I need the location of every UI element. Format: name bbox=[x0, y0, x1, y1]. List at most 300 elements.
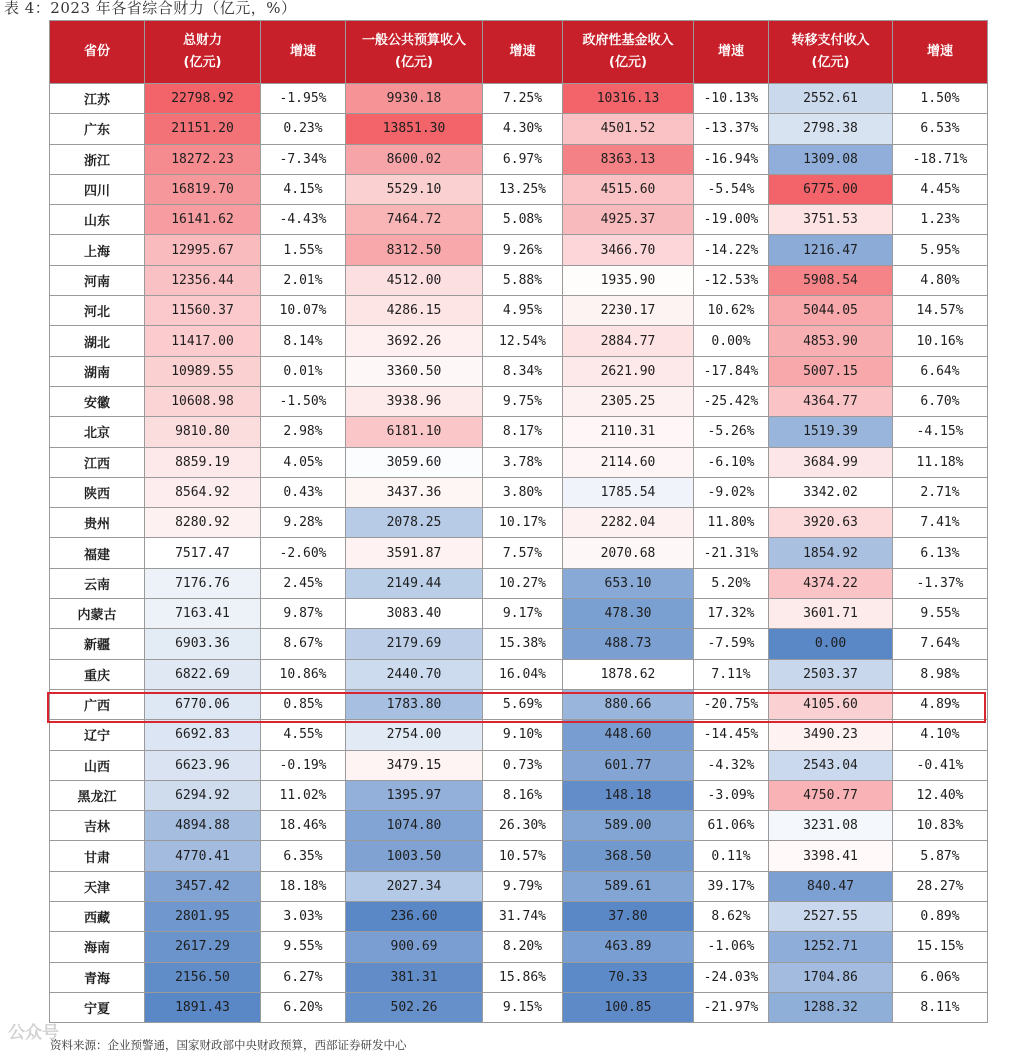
cell-total: 2156.50 bbox=[145, 962, 261, 992]
cell-transfer: 3342.02 bbox=[769, 477, 893, 507]
cell-transfer: 2543.04 bbox=[769, 750, 893, 780]
cell-transfer-growth: 4.10% bbox=[893, 720, 988, 750]
table-row bbox=[50, 902, 988, 932]
cell-general-growth: 10.57% bbox=[483, 841, 563, 871]
cell-fund-growth: 5.20% bbox=[694, 568, 769, 598]
cell-fund-growth: 7.11% bbox=[694, 659, 769, 689]
cell-total: 16819.70 bbox=[145, 174, 261, 204]
cell-total: 10989.55 bbox=[145, 356, 261, 386]
cell-province: 宁夏 bbox=[50, 992, 145, 1022]
cell-general-growth: 5.69% bbox=[483, 689, 563, 719]
cell-general-budget: 4286.15 bbox=[346, 296, 483, 326]
cell-fund-growth: 17.32% bbox=[694, 599, 769, 629]
table-row bbox=[50, 962, 988, 992]
cell-fund-growth: -21.31% bbox=[694, 538, 769, 568]
cell-fund: 1785.54 bbox=[563, 477, 694, 507]
cell-total: 10608.98 bbox=[145, 386, 261, 416]
cell-general-budget: 13851.30 bbox=[346, 114, 483, 144]
cell-fund-growth: 0.11% bbox=[694, 841, 769, 871]
cell-general-budget: 381.31 bbox=[346, 962, 483, 992]
cell-general-growth: 13.25% bbox=[483, 174, 563, 204]
cell-transfer-growth: 8.98% bbox=[893, 659, 988, 689]
cell-general-growth: 31.74% bbox=[483, 902, 563, 932]
cell-total-growth: 10.07% bbox=[261, 296, 346, 326]
cell-general-growth: 8.16% bbox=[483, 780, 563, 810]
cell-province: 上海 bbox=[50, 235, 145, 265]
cell-total: 12995.67 bbox=[145, 235, 261, 265]
cell-total-growth: 6.20% bbox=[261, 992, 346, 1022]
header-general-budget: 一般公共预算收入 (亿元) bbox=[346, 21, 483, 84]
cell-province: 山东 bbox=[50, 205, 145, 235]
cell-province: 甘肃 bbox=[50, 841, 145, 871]
cell-province: 北京 bbox=[50, 417, 145, 447]
cell-fund-growth: -5.26% bbox=[694, 417, 769, 447]
cell-fund-growth: -21.97% bbox=[694, 992, 769, 1022]
cell-transfer: 1704.86 bbox=[769, 962, 893, 992]
cell-fund-growth: -17.84% bbox=[694, 356, 769, 386]
table-row bbox=[50, 599, 988, 629]
cell-total: 3457.42 bbox=[145, 871, 261, 901]
cell-transfer-growth: 7.64% bbox=[893, 629, 988, 659]
cell-transfer-growth: -0.41% bbox=[893, 750, 988, 780]
cell-total-growth: -7.34% bbox=[261, 144, 346, 174]
cell-general-growth: 7.57% bbox=[483, 538, 563, 568]
cell-transfer: 1216.47 bbox=[769, 235, 893, 265]
cell-fund-growth: -16.94% bbox=[694, 144, 769, 174]
cell-fund-growth: -19.00% bbox=[694, 205, 769, 235]
cell-fund: 10316.13 bbox=[563, 84, 694, 114]
cell-transfer-growth: 10.16% bbox=[893, 326, 988, 356]
cell-general-budget: 1395.97 bbox=[346, 780, 483, 810]
header-general-growth: 增速 bbox=[483, 21, 563, 84]
cell-fund: 880.66 bbox=[563, 689, 694, 719]
cell-total-growth: 18.46% bbox=[261, 811, 346, 841]
cell-transfer-growth: 6.53% bbox=[893, 114, 988, 144]
cell-fund: 2621.90 bbox=[563, 356, 694, 386]
cell-general-budget: 7464.72 bbox=[346, 205, 483, 235]
table-row bbox=[50, 538, 988, 568]
cell-transfer-growth: 6.70% bbox=[893, 386, 988, 416]
cell-total-growth: 2.01% bbox=[261, 265, 346, 295]
cell-province: 陕西 bbox=[50, 477, 145, 507]
cell-transfer-growth: 5.87% bbox=[893, 841, 988, 871]
table-row bbox=[50, 811, 988, 841]
cell-fund-growth: -24.03% bbox=[694, 962, 769, 992]
cell-transfer: 5044.05 bbox=[769, 296, 893, 326]
cell-general-growth: 10.27% bbox=[483, 568, 563, 598]
cell-fund-growth: 11.80% bbox=[694, 508, 769, 538]
cell-general-growth: 3.78% bbox=[483, 447, 563, 477]
cell-transfer-growth: 11.18% bbox=[893, 447, 988, 477]
table-row bbox=[50, 417, 988, 447]
table-row bbox=[50, 235, 988, 265]
cell-transfer-growth: 8.11% bbox=[893, 992, 988, 1022]
cell-transfer: 1854.92 bbox=[769, 538, 893, 568]
cell-total: 8564.92 bbox=[145, 477, 261, 507]
cell-fund-growth: -6.10% bbox=[694, 447, 769, 477]
cell-fund-growth: -20.75% bbox=[694, 689, 769, 719]
cell-general-budget: 1003.50 bbox=[346, 841, 483, 871]
cell-province: 河北 bbox=[50, 296, 145, 326]
cell-total: 21151.20 bbox=[145, 114, 261, 144]
cell-fund: 2305.25 bbox=[563, 386, 694, 416]
cell-total-growth: 4.15% bbox=[261, 174, 346, 204]
cell-transfer-growth: -1.37% bbox=[893, 568, 988, 598]
header-transfer: 转移支付收入 (亿元) bbox=[769, 21, 893, 84]
cell-general-budget: 3591.87 bbox=[346, 538, 483, 568]
cell-fund-growth: -3.09% bbox=[694, 780, 769, 810]
cell-transfer: 1252.71 bbox=[769, 932, 893, 962]
table-row bbox=[50, 720, 988, 750]
table-row bbox=[50, 508, 988, 538]
cell-transfer: 5908.54 bbox=[769, 265, 893, 295]
cell-fund: 2884.77 bbox=[563, 326, 694, 356]
cell-total: 4894.88 bbox=[145, 811, 261, 841]
cell-province: 广东 bbox=[50, 114, 145, 144]
cell-general-growth: 15.38% bbox=[483, 629, 563, 659]
cell-total-growth: 18.18% bbox=[261, 871, 346, 901]
table-title: 表 4：2023 年各省综合财力（亿元，%） bbox=[4, 0, 297, 17]
cell-transfer: 4750.77 bbox=[769, 780, 893, 810]
cell-fund: 653.10 bbox=[563, 568, 694, 598]
cell-total-growth: -2.60% bbox=[261, 538, 346, 568]
cell-total: 18272.23 bbox=[145, 144, 261, 174]
cell-fund-growth: 61.06% bbox=[694, 811, 769, 841]
header-fund-growth: 增速 bbox=[694, 21, 769, 84]
cell-fund: 448.60 bbox=[563, 720, 694, 750]
cell-general-growth: 8.34% bbox=[483, 356, 563, 386]
cell-fund: 2230.17 bbox=[563, 296, 694, 326]
cell-transfer: 4364.77 bbox=[769, 386, 893, 416]
cell-fund-growth: -4.32% bbox=[694, 750, 769, 780]
table-row bbox=[50, 265, 988, 295]
cell-transfer: 1288.32 bbox=[769, 992, 893, 1022]
cell-fund: 1935.90 bbox=[563, 265, 694, 295]
cell-transfer-growth: -4.15% bbox=[893, 417, 988, 447]
cell-general-budget: 8312.50 bbox=[346, 235, 483, 265]
cell-general-budget: 3479.15 bbox=[346, 750, 483, 780]
cell-province: 重庆 bbox=[50, 659, 145, 689]
cell-general-growth: 9.15% bbox=[483, 992, 563, 1022]
cell-province: 西藏 bbox=[50, 902, 145, 932]
cell-fund: 478.30 bbox=[563, 599, 694, 629]
cell-province: 青海 bbox=[50, 962, 145, 992]
cell-total-growth: -1.95% bbox=[261, 84, 346, 114]
cell-general-growth: 8.17% bbox=[483, 417, 563, 447]
cell-fund: 2282.04 bbox=[563, 508, 694, 538]
cell-total-growth: 0.01% bbox=[261, 356, 346, 386]
cell-province: 云南 bbox=[50, 568, 145, 598]
cell-total-growth: 8.14% bbox=[261, 326, 346, 356]
cell-general-budget: 1783.80 bbox=[346, 689, 483, 719]
table-row bbox=[50, 629, 988, 659]
cell-general-budget: 5529.10 bbox=[346, 174, 483, 204]
cell-general-growth: 0.73% bbox=[483, 750, 563, 780]
cell-general-budget: 3059.60 bbox=[346, 447, 483, 477]
cell-fund: 37.80 bbox=[563, 902, 694, 932]
cell-general-budget: 2149.44 bbox=[346, 568, 483, 598]
cell-fund-growth: 8.62% bbox=[694, 902, 769, 932]
cell-transfer-growth: 6.13% bbox=[893, 538, 988, 568]
cell-transfer: 3684.99 bbox=[769, 447, 893, 477]
cell-transfer-growth: 4.80% bbox=[893, 265, 988, 295]
cell-general-growth: 9.17% bbox=[483, 599, 563, 629]
cell-transfer: 4853.90 bbox=[769, 326, 893, 356]
cell-total-growth: 10.86% bbox=[261, 659, 346, 689]
cell-general-budget: 4512.00 bbox=[346, 265, 483, 295]
cell-general-growth: 5.88% bbox=[483, 265, 563, 295]
cell-transfer-growth: 14.57% bbox=[893, 296, 988, 326]
table-row bbox=[50, 780, 988, 810]
cell-total: 8859.19 bbox=[145, 447, 261, 477]
table-row bbox=[50, 871, 988, 901]
cell-transfer: 6775.00 bbox=[769, 174, 893, 204]
cell-general-budget: 1074.80 bbox=[346, 811, 483, 841]
cell-province: 广西 bbox=[50, 689, 145, 719]
header-total: 总财力 (亿元) bbox=[145, 21, 261, 84]
table-row bbox=[50, 296, 988, 326]
cell-total-growth: -0.19% bbox=[261, 750, 346, 780]
cell-total-growth: 6.35% bbox=[261, 841, 346, 871]
cell-total-growth: 4.05% bbox=[261, 447, 346, 477]
cell-province: 山西 bbox=[50, 750, 145, 780]
cell-general-budget: 2078.25 bbox=[346, 508, 483, 538]
cell-general-growth: 4.30% bbox=[483, 114, 563, 144]
cell-transfer-growth: 4.45% bbox=[893, 174, 988, 204]
cell-province: 河南 bbox=[50, 265, 145, 295]
cell-transfer-growth: 4.89% bbox=[893, 689, 988, 719]
cell-fund-growth: -13.37% bbox=[694, 114, 769, 144]
cell-general-budget: 2179.69 bbox=[346, 629, 483, 659]
cell-province: 辽宁 bbox=[50, 720, 145, 750]
cell-total-growth: -4.43% bbox=[261, 205, 346, 235]
cell-fund-growth: 0.00% bbox=[694, 326, 769, 356]
cell-fund: 2070.68 bbox=[563, 538, 694, 568]
cell-total-growth: 2.98% bbox=[261, 417, 346, 447]
table-row bbox=[50, 356, 988, 386]
cell-fund: 70.33 bbox=[563, 962, 694, 992]
cell-general-growth: 6.97% bbox=[483, 144, 563, 174]
cell-fund: 4925.37 bbox=[563, 205, 694, 235]
cell-transfer-growth: 1.23% bbox=[893, 205, 988, 235]
cell-transfer-growth: 10.83% bbox=[893, 811, 988, 841]
cell-general-growth: 4.95% bbox=[483, 296, 563, 326]
table-row bbox=[50, 114, 988, 144]
cell-general-growth: 12.54% bbox=[483, 326, 563, 356]
cell-fund: 601.77 bbox=[563, 750, 694, 780]
cell-transfer: 3920.63 bbox=[769, 508, 893, 538]
cell-province: 贵州 bbox=[50, 508, 145, 538]
table-row bbox=[50, 326, 988, 356]
cell-general-budget: 2754.00 bbox=[346, 720, 483, 750]
cell-transfer: 3398.41 bbox=[769, 841, 893, 871]
cell-fund: 148.18 bbox=[563, 780, 694, 810]
table-row bbox=[50, 992, 988, 1022]
cell-fund: 368.50 bbox=[563, 841, 694, 871]
cell-fund: 463.89 bbox=[563, 932, 694, 962]
cell-transfer-growth: -18.71% bbox=[893, 144, 988, 174]
cell-province: 湖北 bbox=[50, 326, 145, 356]
cell-transfer: 840.47 bbox=[769, 871, 893, 901]
cell-total: 7163.41 bbox=[145, 599, 261, 629]
cell-fund: 488.73 bbox=[563, 629, 694, 659]
cell-transfer-growth: 15.15% bbox=[893, 932, 988, 962]
cell-total: 8280.92 bbox=[145, 508, 261, 538]
cell-transfer-growth: 5.95% bbox=[893, 235, 988, 265]
cell-transfer: 0.00 bbox=[769, 629, 893, 659]
table-row bbox=[50, 659, 988, 689]
cell-fund: 1878.62 bbox=[563, 659, 694, 689]
cell-fund-growth: -1.06% bbox=[694, 932, 769, 962]
table-row bbox=[50, 477, 988, 507]
cell-fund: 589.61 bbox=[563, 871, 694, 901]
cell-transfer: 1309.08 bbox=[769, 144, 893, 174]
cell-transfer: 2798.38 bbox=[769, 114, 893, 144]
cell-general-budget: 900.69 bbox=[346, 932, 483, 962]
table-row bbox=[50, 386, 988, 416]
cell-total: 4770.41 bbox=[145, 841, 261, 871]
cell-general-budget: 3692.26 bbox=[346, 326, 483, 356]
cell-total-growth: 2.45% bbox=[261, 568, 346, 598]
cell-general-growth: 16.04% bbox=[483, 659, 563, 689]
cell-fund: 2114.60 bbox=[563, 447, 694, 477]
cell-transfer: 2552.61 bbox=[769, 84, 893, 114]
cell-total-growth: 6.27% bbox=[261, 962, 346, 992]
cell-province: 安徽 bbox=[50, 386, 145, 416]
cell-total-growth: 8.67% bbox=[261, 629, 346, 659]
cell-province: 新疆 bbox=[50, 629, 145, 659]
cell-general-budget: 9930.18 bbox=[346, 84, 483, 114]
table-row bbox=[50, 205, 988, 235]
cell-transfer-growth: 7.41% bbox=[893, 508, 988, 538]
cell-general-growth: 10.17% bbox=[483, 508, 563, 538]
cell-general-budget: 2440.70 bbox=[346, 659, 483, 689]
cell-total-growth: 3.03% bbox=[261, 902, 346, 932]
cell-general-growth: 15.86% bbox=[483, 962, 563, 992]
cell-total: 6770.06 bbox=[145, 689, 261, 719]
cell-total: 2617.29 bbox=[145, 932, 261, 962]
cell-general-budget: 3360.50 bbox=[346, 356, 483, 386]
table-row bbox=[50, 750, 988, 780]
cell-fund: 100.85 bbox=[563, 992, 694, 1022]
cell-total: 6822.69 bbox=[145, 659, 261, 689]
cell-transfer: 2527.55 bbox=[769, 902, 893, 932]
cell-transfer: 4105.60 bbox=[769, 689, 893, 719]
cell-transfer: 2503.37 bbox=[769, 659, 893, 689]
cell-fund-growth: -7.59% bbox=[694, 629, 769, 659]
cell-general-growth: 7.25% bbox=[483, 84, 563, 114]
cell-transfer: 5007.15 bbox=[769, 356, 893, 386]
cell-province: 湖南 bbox=[50, 356, 145, 386]
cell-general-growth: 9.75% bbox=[483, 386, 563, 416]
cell-province: 江苏 bbox=[50, 84, 145, 114]
cell-total-growth: 0.43% bbox=[261, 477, 346, 507]
cell-total: 7517.47 bbox=[145, 538, 261, 568]
cell-fund-growth: -9.02% bbox=[694, 477, 769, 507]
cell-general-budget: 8600.02 bbox=[346, 144, 483, 174]
cell-transfer: 3601.71 bbox=[769, 599, 893, 629]
cell-total: 11417.00 bbox=[145, 326, 261, 356]
cell-general-growth: 3.80% bbox=[483, 477, 563, 507]
table-row bbox=[50, 689, 988, 719]
cell-fund: 4515.60 bbox=[563, 174, 694, 204]
cell-province: 吉林 bbox=[50, 811, 145, 841]
cell-total: 6294.92 bbox=[145, 780, 261, 810]
cell-total-growth: 0.23% bbox=[261, 114, 346, 144]
cell-general-budget: 2027.34 bbox=[346, 871, 483, 901]
cell-transfer: 3751.53 bbox=[769, 205, 893, 235]
table-row bbox=[50, 144, 988, 174]
cell-fund-growth: 39.17% bbox=[694, 871, 769, 901]
cell-general-budget: 3083.40 bbox=[346, 599, 483, 629]
cell-fund-growth: -14.45% bbox=[694, 720, 769, 750]
cell-fund: 589.00 bbox=[563, 811, 694, 841]
cell-fund-growth: 10.62% bbox=[694, 296, 769, 326]
cell-total-growth: 9.87% bbox=[261, 599, 346, 629]
cell-province: 海南 bbox=[50, 932, 145, 962]
cell-province: 福建 bbox=[50, 538, 145, 568]
cell-transfer-growth: 1.50% bbox=[893, 84, 988, 114]
cell-general-budget: 6181.10 bbox=[346, 417, 483, 447]
cell-fund: 2110.31 bbox=[563, 417, 694, 447]
cell-transfer-growth: 12.40% bbox=[893, 780, 988, 810]
cell-transfer-growth: 28.27% bbox=[893, 871, 988, 901]
cell-total: 2801.95 bbox=[145, 902, 261, 932]
header-total-growth: 增速 bbox=[261, 21, 346, 84]
cell-total: 6903.36 bbox=[145, 629, 261, 659]
cell-total-growth: 4.55% bbox=[261, 720, 346, 750]
cell-total: 12356.44 bbox=[145, 265, 261, 295]
header-row bbox=[50, 21, 988, 84]
cell-total: 9810.80 bbox=[145, 417, 261, 447]
cell-province: 江西 bbox=[50, 447, 145, 477]
cell-province: 浙江 bbox=[50, 144, 145, 174]
table-row bbox=[50, 932, 988, 962]
cell-province: 四川 bbox=[50, 174, 145, 204]
cell-transfer-growth: 6.64% bbox=[893, 356, 988, 386]
cell-transfer-growth: 9.55% bbox=[893, 599, 988, 629]
header-province: 省份 bbox=[50, 21, 145, 84]
cell-fund-growth: -14.22% bbox=[694, 235, 769, 265]
table-row bbox=[50, 447, 988, 477]
cell-fund: 3466.70 bbox=[563, 235, 694, 265]
cell-transfer: 4374.22 bbox=[769, 568, 893, 598]
watermark: 公众号 bbox=[8, 1023, 59, 1043]
table-row bbox=[50, 84, 988, 114]
source-note: 资料来源：企业预警通，国家财政部中央财政预算，西部证券研发中心 bbox=[50, 1038, 407, 1052]
cell-total: 6623.96 bbox=[145, 750, 261, 780]
cell-total-growth: 9.28% bbox=[261, 508, 346, 538]
cell-fund-growth: -5.54% bbox=[694, 174, 769, 204]
cell-total-growth: 9.55% bbox=[261, 932, 346, 962]
finance-table bbox=[49, 20, 988, 1023]
cell-general-budget: 3938.96 bbox=[346, 386, 483, 416]
cell-transfer-growth: 6.06% bbox=[893, 962, 988, 992]
cell-general-growth: 8.20% bbox=[483, 932, 563, 962]
cell-general-budget: 3437.36 bbox=[346, 477, 483, 507]
cell-total: 22798.92 bbox=[145, 84, 261, 114]
cell-total: 11560.37 bbox=[145, 296, 261, 326]
cell-fund-growth: -25.42% bbox=[694, 386, 769, 416]
cell-general-budget: 502.26 bbox=[346, 992, 483, 1022]
cell-total: 16141.62 bbox=[145, 205, 261, 235]
header-fund: 政府性基金收入 (亿元) bbox=[563, 21, 694, 84]
cell-general-growth: 5.08% bbox=[483, 205, 563, 235]
cell-total-growth: 0.85% bbox=[261, 689, 346, 719]
header-transfer-growth: 增速 bbox=[893, 21, 988, 84]
cell-general-growth: 9.26% bbox=[483, 235, 563, 265]
cell-fund: 8363.13 bbox=[563, 144, 694, 174]
